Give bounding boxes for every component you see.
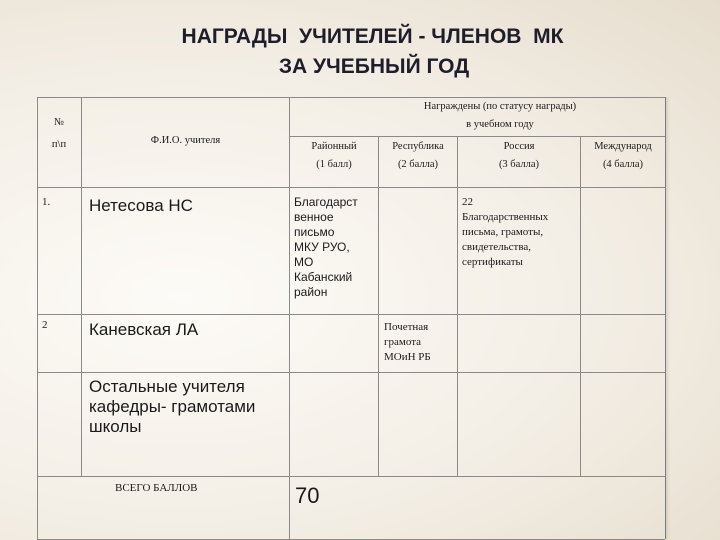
row-3-name: Остальные учителя кафедры- грамотами школы — [89, 377, 256, 436]
header-fio: Ф.И.О. учителя — [150, 135, 221, 146]
header-level-russia: Россия — [503, 141, 535, 152]
grid-line — [37, 97, 38, 539]
row-1-number: 1. — [42, 196, 51, 208]
total-label: ВСЕГО БАЛЛОВ — [115, 482, 198, 494]
header-points-russia: (3 балла) — [498, 159, 540, 170]
header-awarded-line2: в учебном году — [466, 119, 534, 130]
row-1-russia-award: 22 Благодарственных письма, грамоты, свидетельства, сертификаты — [462, 196, 549, 268]
grid-line — [37, 187, 665, 188]
header-points-international: (4 балла) — [602, 159, 644, 170]
row-1-name: Нетесова НС — [89, 196, 193, 215]
grid-line — [580, 136, 581, 476]
total-value: 70 — [295, 483, 320, 508]
header-points-district: (1 балл) — [316, 159, 352, 170]
grid-line — [37, 476, 665, 477]
title-line-1: НАГРАДЫ УЧИТЕЛЕЙ - ЧЛЕНОВ МК — [181, 25, 564, 48]
grid-line — [378, 136, 379, 476]
page-title — [0, 22, 720, 82]
header-awarded-line1: Награждены (по статусу награды) — [423, 101, 577, 112]
header-points-republic: (2 балла) — [397, 159, 439, 170]
table-shadow — [665, 97, 670, 539]
header-level-international: Международ — [594, 141, 652, 152]
grid-line — [457, 136, 458, 476]
row-2-number: 2 — [42, 319, 48, 331]
grid-line — [81, 97, 82, 476]
grid-line — [37, 314, 665, 315]
header-level-district: Районный — [311, 141, 357, 152]
row-2-republic-award: Почетная грамота МОиН РБ — [384, 321, 431, 363]
title-line-2: ЗА УЧЕБНЫЙ ГОД — [278, 55, 470, 78]
header-number-symbol: № — [53, 117, 65, 128]
header-number-abbr: п\п — [51, 139, 67, 150]
header-level-republic: Республика — [392, 141, 444, 152]
row-1-district-award: Благодарст венное письмо МКУ РУО, МО Кабанский район — [294, 195, 358, 299]
row-2-name: Каневская ЛА — [89, 320, 199, 339]
grid-line — [37, 372, 665, 373]
grid-line — [289, 136, 665, 137]
